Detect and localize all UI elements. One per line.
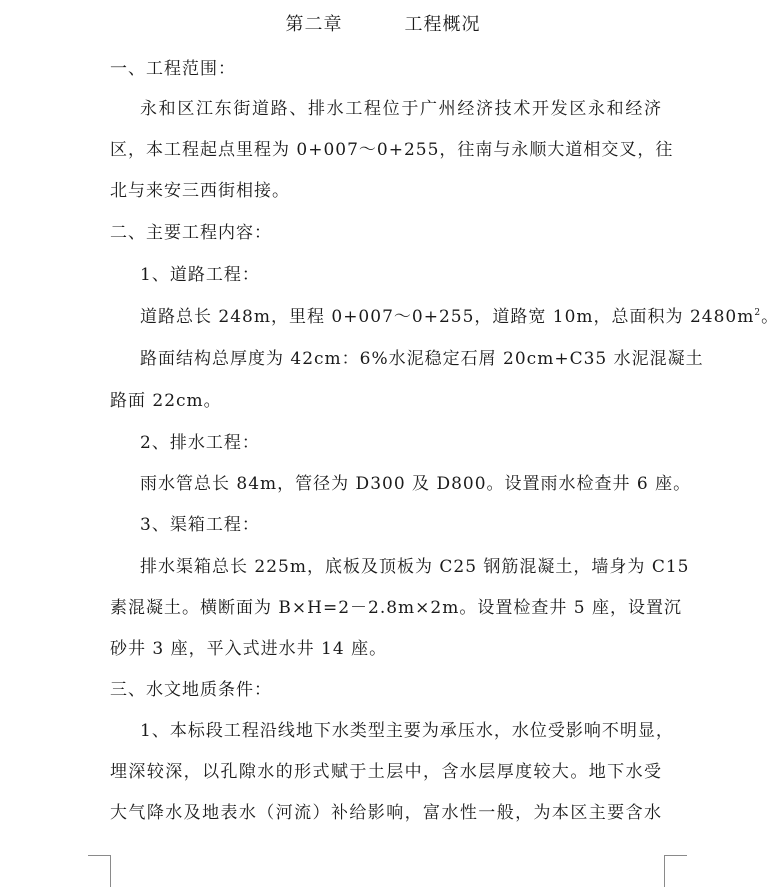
paragraph-line: 路面 22cm。 [110, 391, 222, 411]
paragraph-line: 素混凝土。横断面为 B×H=2－2.8m×2m。设置检查井 5 座，设置沉 [110, 598, 682, 618]
section-heading-content: 二、主要工程内容： [110, 223, 272, 243]
crop-mark-bottom-right [664, 855, 687, 887]
paragraph-line: 大气降水及地表水（河流）补给影响，富水性一般，为本区主要含水 [110, 803, 662, 823]
paragraph-line: 雨水管总长 84m，管径为 D300 及 D800。设置雨水检查井 6 座。 [140, 474, 692, 494]
paragraph-line: 排水渠箱总长 225m，底板及顶板为 C25 钢筋混凝土，墙身为 C15 [140, 557, 690, 577]
superscript-square: 2 [754, 308, 762, 318]
subsection-heading-drainage: 2、排水工程： [140, 433, 260, 453]
crop-mark-bottom-left [88, 855, 111, 887]
paragraph-line: 埋深较深，以孔隙水的形式赋于土层中，含水层厚度较大。地下水受 [110, 762, 662, 782]
section-heading-scope: 一、工程范围： [110, 59, 236, 79]
subsection-heading-road: 1、道路工程： [140, 265, 260, 285]
chapter-name: 工程概况 [404, 14, 481, 35]
paragraph-line: 永和区江东街道路、排水工程位于广州经济技术开发区永和经济 [140, 99, 662, 119]
paragraph-line: 1、本标段工程沿线地下水类型主要为承压水，水位受影响不明显， [140, 721, 674, 741]
subsection-heading-box-culvert: 3、渠箱工程： [140, 515, 260, 535]
road-length-text: 道路总长 248m，里程 0+007～0+255，道路宽 10m，总面积为 2480m [140, 307, 755, 327]
paragraph-line [140, 305, 779, 329]
chapter-number: 第二章 [285, 14, 343, 35]
paragraph-line: 路面结构总厚度为 42cm：6%水泥稳定石屑 20cm+C35 水泥混凝土 [140, 349, 704, 369]
paragraph-line: 砂井 3 座，平入式进水井 14 座。 [110, 639, 388, 659]
paragraph-line: 区，本工程起点里程为 0+007～0+255，往南与永顺大道相交叉，往 [110, 140, 674, 160]
paragraph-line: 北与来安三西街相接。 [110, 181, 290, 201]
chapter-title [0, 12, 766, 38]
sentence-end: 。 [761, 307, 779, 327]
section-heading-hydrogeology: 三、水文地质条件： [110, 680, 272, 700]
